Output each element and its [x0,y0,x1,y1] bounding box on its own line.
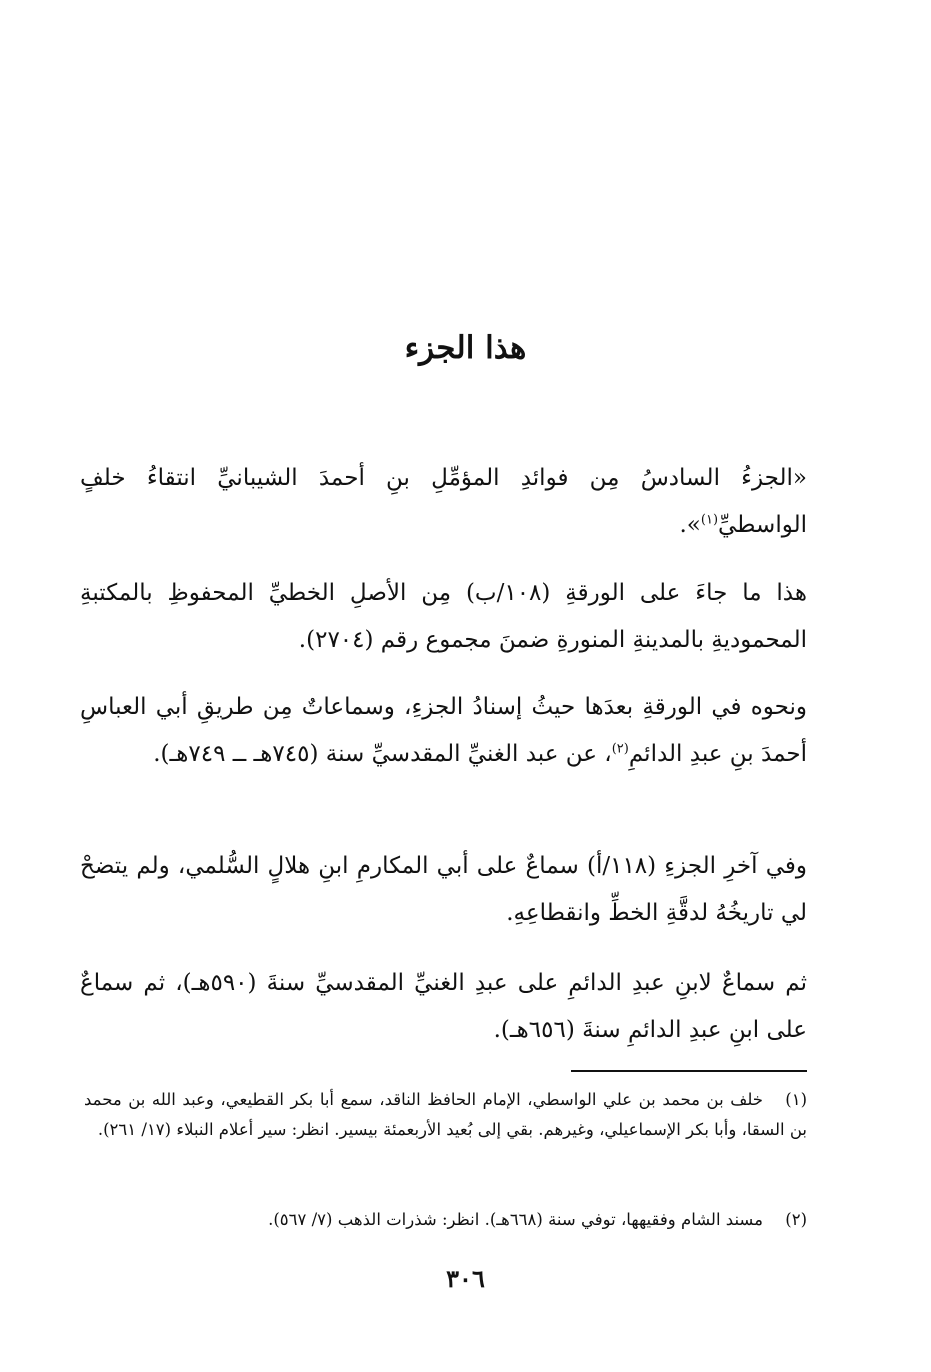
footnote-divider [571,1070,807,1072]
paragraph-3 [80,684,807,778]
paragraph-4 [80,843,807,937]
page-title: هذا الجزء [404,330,527,366]
paragraph-5 [80,960,807,1054]
paragraph-text: «الجزءُ السادسُ مِن فوائدِ المؤمِّلِ بنِ أحمدَ الشيبانيِّ انتقاءُ خلفٍ الواسطيِّ [80,465,807,538]
paragraph-1 [80,455,807,549]
footnote-number: (٢) [785,1210,807,1229]
footnote-1 [84,1085,807,1145]
footnote-number: (١) [785,1090,807,1109]
paragraph-text: وفي آخرِ الجزءِ (١١٨/أ) سماعٌ على أبي المكارمِ ابنِ هلالٍ السُّلمي، ولم يتضحْ لي تاريخُهُ لدقَّةِ الخطِّ وانقطاعِهِ. [80,853,807,926]
footnote-ref-1[interactable]: (١) [700,512,719,528]
paragraph-text: هذا ما جاءَ على الورقةِ (١٠٨/ب) مِن الأصلِ الخطيِّ المحفوظِ بالمكتبةِ المحموديةِ بالمدينةِ المنورةِ ضمنَ مجموع رقم (٢٧٠٤). [80,580,807,653]
footnote-ref-2[interactable]: (٢) [611,741,629,757]
paragraph-text: ونحوه في الورقةِ بعدَها حيثُ إسنادُ الجزءِ، وسماعاتٌ مِن طريقِ أبي العباسِ أحمدَ بنِ عبدِ الدائمِ [80,694,807,767]
footnote-text: خلف بن محمد بن علي الواسطي، الإمام الحافظ الناقد، سمع أبا بكر القطيعي، وعبد الله بن محمد بن السقا، وأبا بكر الإسماعيلي، وغيرهم. بقي إلى بُعيد الأربعمئة بيسير. انظر: سير أعلام النبلاء (١٧/ ٢٦١). [84,1090,807,1139]
footnote-text: مسند الشام وفقيهها، توفي سنة (٦٦٨هـ). انظر: شذرات الذهب (٧/ ٥٦٧). [268,1210,763,1229]
paragraph-text-after: ». [679,512,701,538]
paragraph-text: ثم سماعٌ لابنِ عبدِ الدائمِ على عبدِ الغنيِّ المقدسيِّ سنةَ (٥٩٠هـ)، ثم سماعٌ على ابنِ عبدِ الدائمِ سنةَ (٦٥٦هـ). [80,970,807,1043]
paragraph-text-after: ، عن عبد الغنيِّ المقدسيِّ سنة (٧٤٥هـ ــ ٧٤٩هـ). [153,741,612,767]
paragraph-2 [80,570,807,664]
footnote-2 [84,1205,807,1235]
page-number: ٣٠٦ [446,1264,485,1293]
